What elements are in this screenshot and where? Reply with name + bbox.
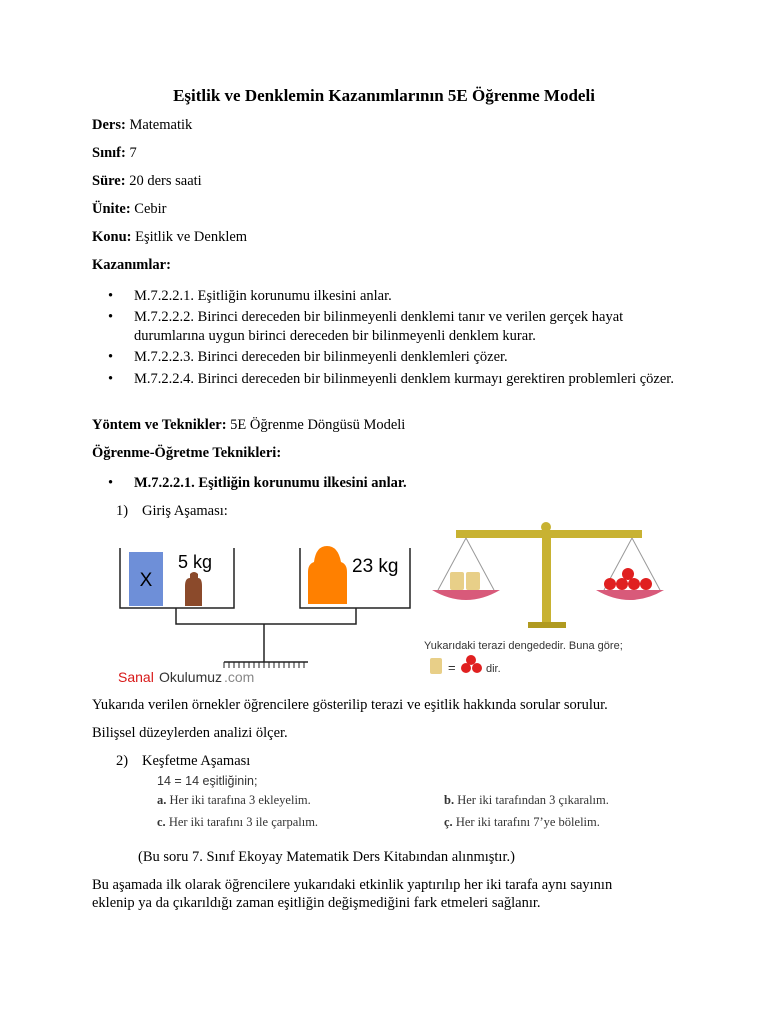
kazanimlar-heading: Kazanımlar: — [92, 257, 171, 273]
meta-sinif: Sınıf: 7 — [92, 145, 137, 161]
right-pan — [596, 590, 664, 600]
meta-unite: Ünite: Cebir — [92, 201, 167, 217]
meta-konu: Konu: Eşitlik ve Denklem — [92, 229, 248, 245]
svg-text:23 kg: 23 kg — [352, 556, 399, 577]
brown-weight-icon — [185, 572, 202, 606]
svg-text:.com: .com — [224, 669, 255, 685]
balance-figure-right — [424, 518, 674, 688]
gold-weight-icon — [450, 572, 464, 590]
page-title: Eşitlik ve Denklemin Kazanımlarının 5E Öğrenme Modeli — [173, 86, 595, 105]
balance-figure-left — [112, 538, 422, 688]
para-3-line-1: Bu aşamada ilk olarak öğrencilere yukarıdaki etkinlik yaptırılıp her iki tarafa aynı sayının — [92, 877, 613, 893]
svg-text:5 kg: 5 kg — [178, 552, 213, 572]
source-note: (Bu soru 7. Sınıf Ekoyay Matematik Ders Kitabından alınmıştır.) — [138, 849, 515, 865]
exercise-c: c. Her iki tarafını 3 ile çarpalım. — [157, 815, 319, 829]
exercise-d: ç. Her iki tarafını 7’ye bölelim. — [444, 815, 600, 829]
svg-text:=: = — [448, 660, 456, 675]
ogrenme-heading: Öğrenme-Öğretme Teknikleri: — [92, 445, 282, 461]
left-pan — [432, 590, 500, 600]
meta-sure: Süre: 20 ders saati — [92, 173, 202, 189]
exercise-intro: 14 = 14 eşitliğinin; — [157, 774, 258, 788]
step-2: 2) Keşfetme Aşaması — [116, 753, 251, 769]
svg-text:dir.: dir. — [486, 663, 501, 675]
svg-text:Sanal: Sanal — [118, 669, 154, 685]
svg-text:Okulumuz: Okulumuz — [159, 669, 223, 685]
para-2: Bilişsel düzeylerden analizi ölçer. — [92, 725, 288, 741]
yontem-line: Yöntem ve Teknikler: 5E Öğrenme Döngüsü Modeli — [92, 417, 406, 433]
svg-text:Yukarıdaki terazi dengededir.: Yukarıdaki terazi dengededir. Buna göre; — [424, 640, 623, 652]
meta-ders: Ders: Matematik — [92, 117, 193, 133]
para-3-line-2: eklenip ya da çıkarıldığı zaman eşitliğin değişmediğini fark etmeleri sağlanır. — [92, 895, 541, 911]
exercise-a: a. Her iki tarafına 3 ekleyelim. — [157, 793, 311, 807]
para-1: Yukarıda verilen örnekler öğrencilere gösterilip terazi ve eşitlik hakkında sorular sorulur. — [92, 697, 608, 713]
step-1: 1) Giriş Aşaması: — [116, 503, 228, 519]
exercise-b: b. Her iki tarafından 3 çıkaralım. — [444, 793, 609, 807]
svg-text:X: X — [139, 570, 153, 591]
orange-weight-icon — [308, 546, 347, 604]
red-ball-icon — [604, 578, 616, 590]
